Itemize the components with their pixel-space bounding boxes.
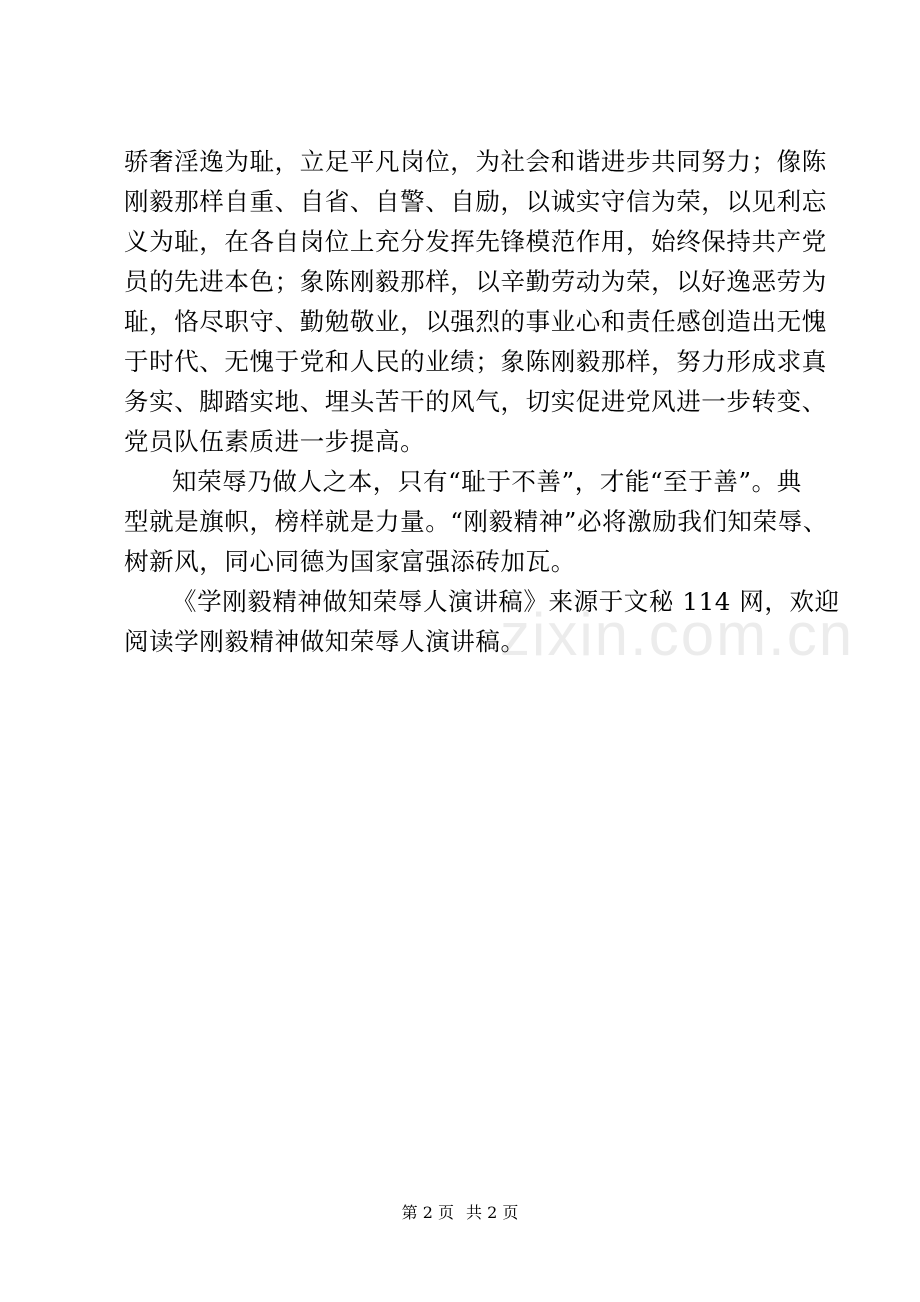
watermark: zixin.com.cn: [500, 601, 855, 668]
paragraph-start-line: 知荣辱乃做人之本，只有“耻于不善”，才能“至于善”。典: [172, 467, 802, 496]
text-line: 务实、脚踏实地、埋头苦干的风气，切实促进党风进一步转变、: [124, 387, 827, 416]
text-line: 义为耻，在各自岗位上充分发挥先锋模范作用，始终保持共产党: [124, 227, 827, 256]
document-body: [124, 142, 840, 662]
text-line: 员的先进本色；象陈刚毅那样，以辛勤劳动为荣，以好逸恶劳为: [124, 267, 827, 296]
text-line: 刚毅那样自重、自省、自警、自励，以诚实守信为荣，以见利忘: [124, 187, 827, 216]
text-line: 耻，恪尽职守、勤勉敬业，以强烈的事业心和责任感创造出无愧: [124, 307, 827, 336]
paragraph-start-line: 《学刚毅精神做知荣辱人演讲稿》来源于文秘 114 网，欢迎: [172, 587, 840, 616]
text-line: 于时代、无愧于党和人民的业绩；象陈刚毅那样，努力形成求真: [124, 347, 827, 376]
page-total: 共 2 页: [466, 1203, 519, 1222]
text-line: 党员队伍素质进一步提高。: [124, 427, 426, 456]
page-number: 第 2 页: [401, 1203, 454, 1222]
text-line: 骄奢淫逸为耻，立足平凡岗位，为社会和谐进步共同努力；像陈: [124, 147, 827, 176]
text-line: 阅读学刚毅精神做知荣辱人演讲稿。: [124, 627, 526, 656]
text-line: 树新风，同心同德为国家富强添砖加瓦。: [124, 547, 576, 576]
text-line: 型就是旗帜，榜样就是力量。“刚毅精神”必将激励我们知荣辱、: [124, 507, 828, 536]
page-footer: [0, 1200, 920, 1223]
